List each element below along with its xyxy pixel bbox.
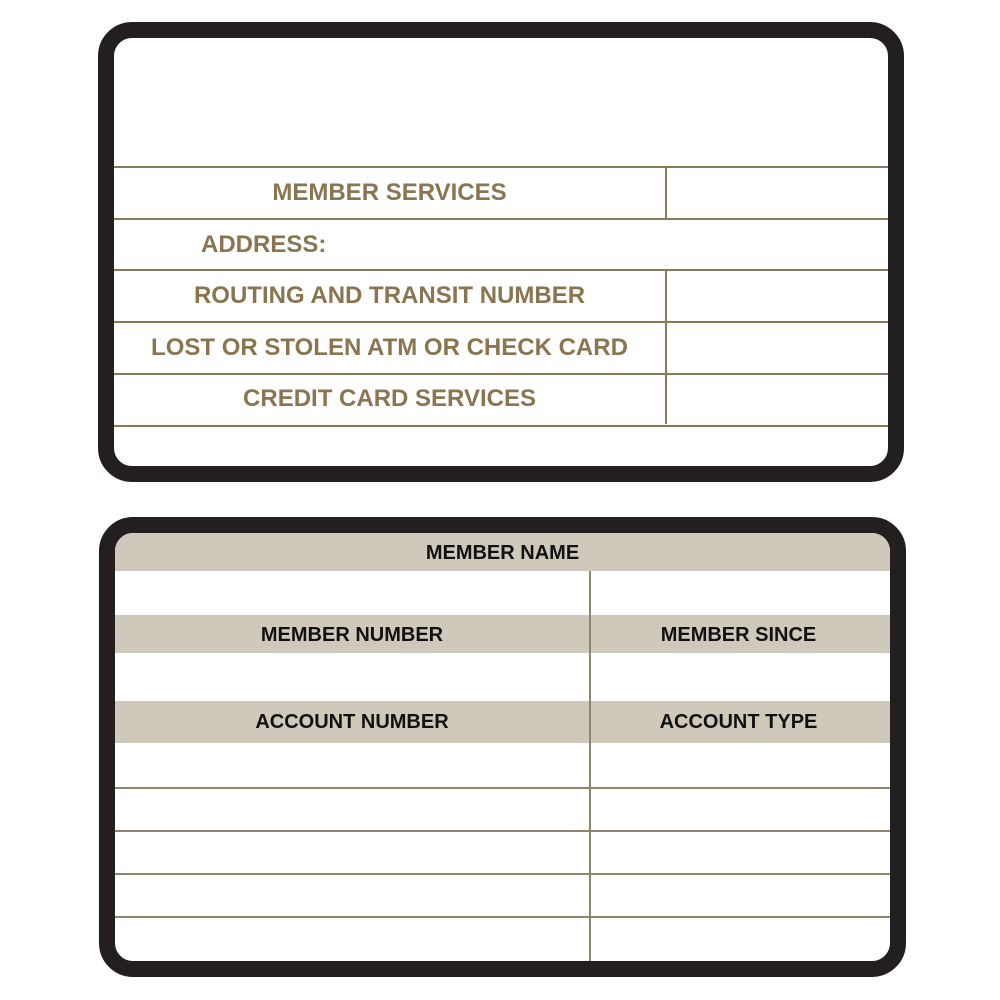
row-divider <box>115 830 890 832</box>
row-divider <box>114 425 888 427</box>
account-number-label: ACCOUNT NUMBER <box>255 711 449 733</box>
row-divider <box>114 218 888 220</box>
account-type-label: ACCOUNT TYPE <box>659 711 818 733</box>
row-divider <box>115 873 890 875</box>
routing-transit-number-label: ROUTING AND TRANSIT NUMBER <box>193 282 586 309</box>
member-name-label: MEMBER NAME <box>425 542 580 564</box>
credit-card-services-label: CREDIT CARD SERVICES <box>243 385 536 412</box>
row-divider <box>114 269 888 271</box>
row-divider <box>115 787 890 789</box>
member-number-label: MEMBER NUMBER <box>260 624 444 646</box>
contact-info-card <box>98 22 904 482</box>
address-label: ADDRESS: <box>201 231 327 258</box>
row-divider <box>114 166 888 168</box>
row-divider <box>115 916 890 918</box>
row-divider <box>114 321 888 323</box>
member-services-label: MEMBER SERVICES <box>272 179 507 206</box>
column-divider <box>665 167 667 218</box>
column-divider <box>665 270 667 424</box>
member-since-label: MEMBER SINCE <box>660 624 817 646</box>
member-account-card <box>99 517 906 977</box>
lost-stolen-card-label: LOST OR STOLEN ATM OR CHECK CARD <box>151 334 628 361</box>
row-divider <box>114 373 888 375</box>
